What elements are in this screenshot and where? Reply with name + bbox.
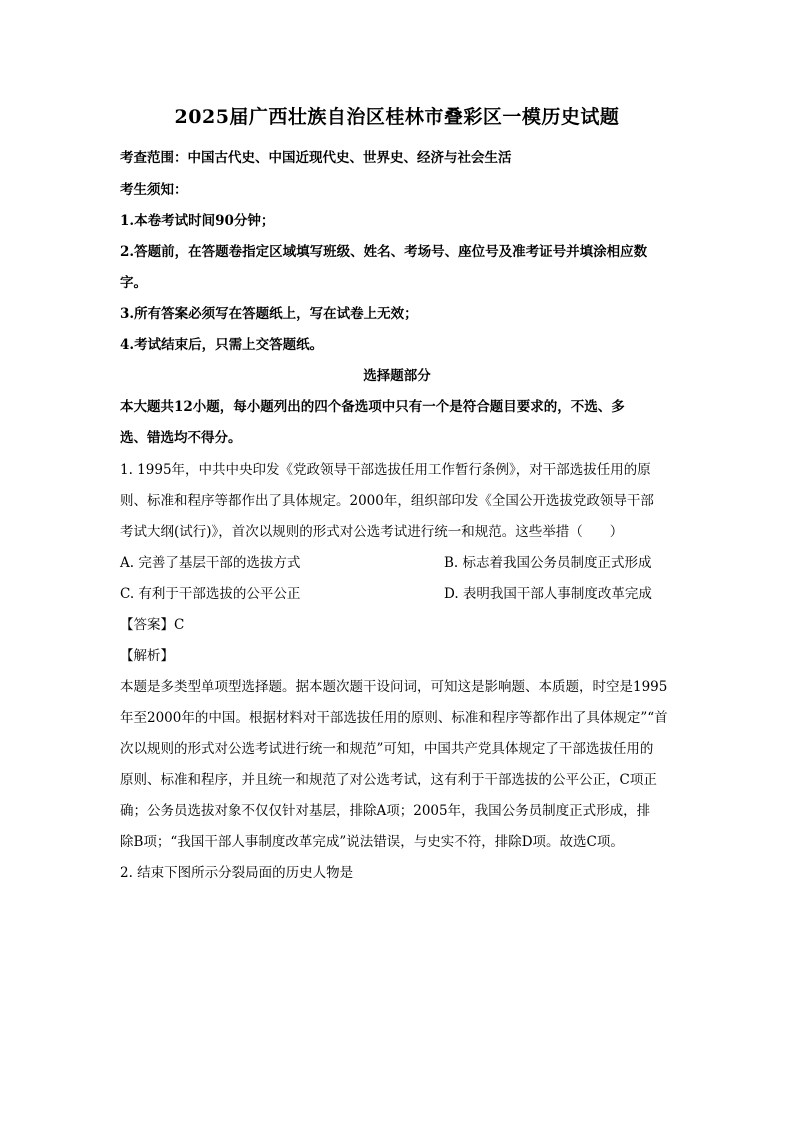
q1-analysis-6: 除B项；“我国干部人事制度改革完成”说法错误，与史实不符，排除D项。故选C项。 (120, 834, 624, 850)
q1-stem-3: 考试大纲(试行)》，首次以规则的形式对公选考试进行统一和规范。这些举措（ ） (120, 524, 624, 540)
q1-analysis-2: 年至2000年的中国。根据材料对干部选拔任用的原则、标准和程序等都作出了具体规定”“首 (120, 710, 668, 726)
q1-analysis-1: 本题是多类型单项型选择题。据本题次题干设问词，可知这是影响题、本质题，时空是1995 (120, 679, 668, 695)
document-title: 2025届广西壮族自治区桂林市叠彩区一模历史试题 (174, 106, 620, 128)
section-intro-1: 本大题共12小题，每小题列出的四个备选项中只有一个是符合题目要求的，不选、多 (120, 399, 625, 415)
q1-analysis-5: 确；公务员选拔对象不仅仅针对基层，排除A项；2005年，我国公务员制度正式形成，排 (120, 803, 651, 819)
q1-option-d: D. 表明我国干部人事制度改革完成 (444, 586, 652, 602)
q1-option-b: B. 标志着我国公务员制度正式形成 (444, 555, 652, 571)
q1-option-c: C. 有利于干部选拔的公平公正 (120, 586, 301, 602)
q1-option-a: A. 完善了基层干部的选拔方式 (120, 555, 301, 571)
section-title: 选择题部分 (363, 368, 431, 384)
notice-2-cont: 字。 (120, 275, 147, 291)
q1-analysis-4: 原则、标准和程序，并且统一和规范了对公选考试，这有利于干部选拔的公平公正，C项正 (120, 772, 657, 788)
q1-answer: 【答案】C (120, 617, 185, 633)
exam-scope: 考查范围：中国古代史、中国近现代史、世界史、经济与社会生活 (120, 150, 512, 166)
notice-heading: 考生须知： (120, 182, 188, 198)
notice-2: 2.答题前，在答题卷指定区域填写班级、姓名、考场号、座位号及准考证号并填涂相应数 (120, 244, 648, 260)
q1-stem-1: 1. 1995年，中共中央印发《党政领导干部选拔任用工作暂行条例》，对干部选拔任用的原 (120, 462, 651, 478)
q1-analysis-3: 次以规则的形式对公选考试进行统一和规范”可知，中国共产党具体规定了干部选拔任用的 (120, 741, 654, 757)
q1-stem-2: 则、标准和程序等都作出了具体规定。2000年，组织部印发《全国公开选拔党政领导干部 (120, 493, 654, 509)
q1-analysis-heading: 【解析】 (120, 648, 174, 664)
notice-3: 3.所有答案必须写在答题纸上，写在试卷上无效； (120, 306, 418, 322)
notice-1: 1.本卷考试时间90分钟； (120, 213, 275, 229)
section-intro-2: 选、错选均不得分。 (120, 430, 242, 446)
q2-stem: 2. 结束下图所示分裂局面的历史人物是 (120, 865, 354, 881)
notice-4: 4.考试结束后，只需上交答题纸。 (120, 337, 324, 353)
